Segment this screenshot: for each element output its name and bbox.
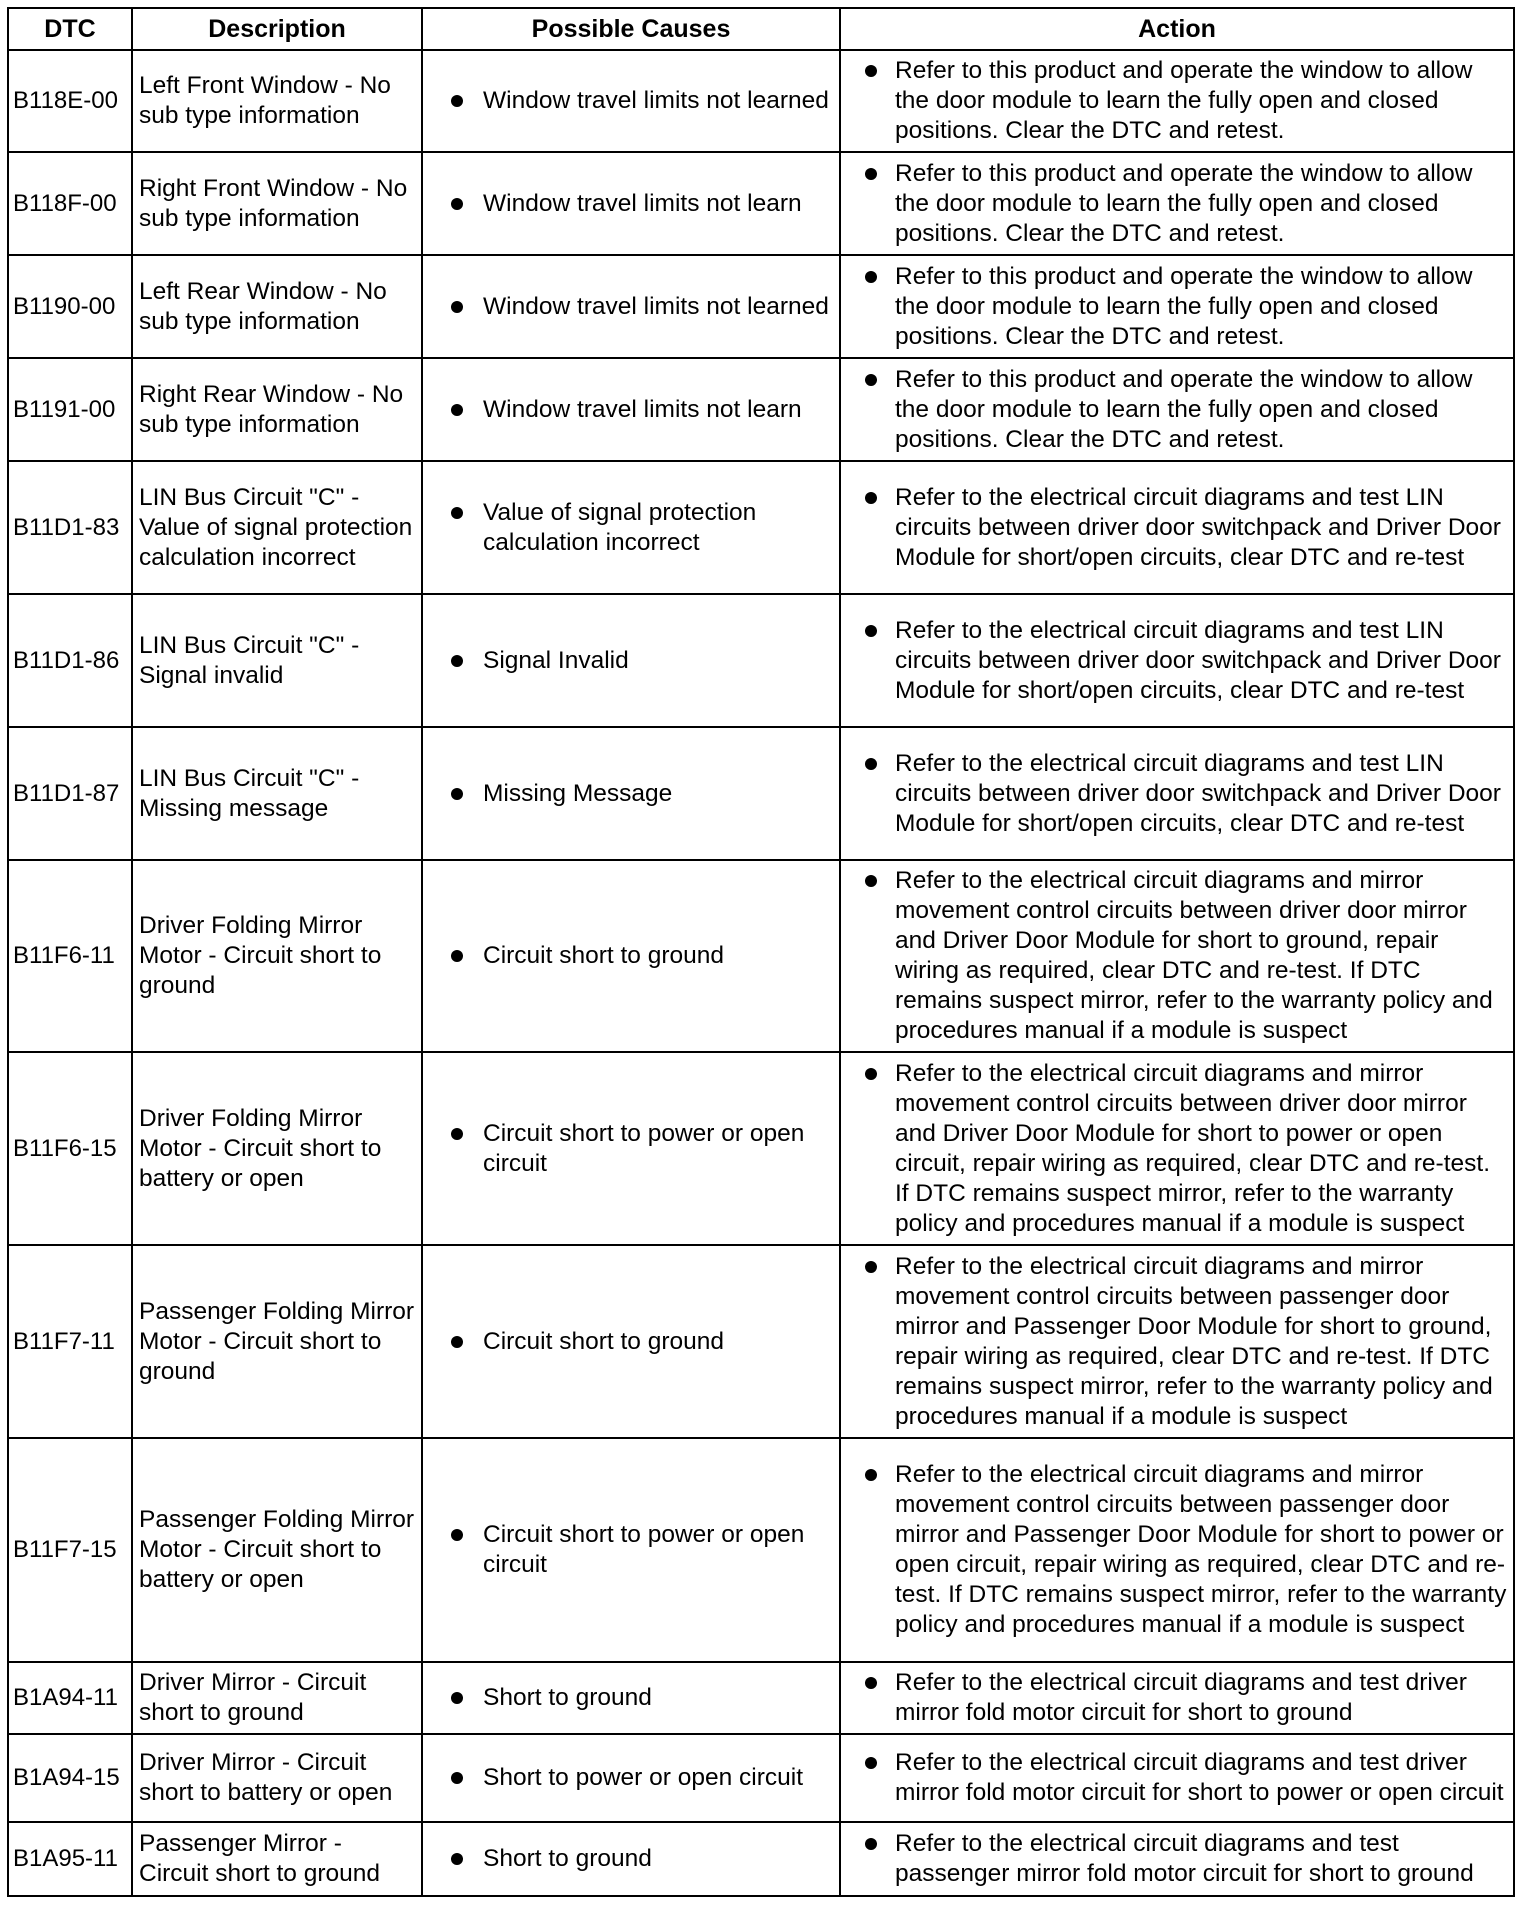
dtc-description: Driver Mirror - Circuit short to battery or open: [132, 1734, 422, 1822]
bullet-icon: [451, 1772, 463, 1784]
header-description: Description: [132, 8, 422, 50]
possible-cause: Window travel limits not learn: [483, 189, 802, 217]
table-row: [8, 594, 1514, 727]
bullet-icon: [451, 507, 463, 519]
table-row: [8, 255, 1514, 358]
possible-causes-cell: [422, 255, 840, 358]
possible-causes-cell: [422, 1052, 840, 1245]
action-text: Refer to this product and operate the window to allow the door module to learn the fully open and closed positions. Clear the DTC and retest.: [895, 365, 1473, 453]
dtc-code: B118E-00: [8, 50, 132, 152]
possible-causes-cell: [422, 50, 840, 152]
dtc-description: Passenger Folding Mirror Motor - Circuit short to ground: [132, 1245, 422, 1438]
possible-causes-cell: [422, 1662, 840, 1734]
possible-cause: Window travel limits not learned: [483, 87, 829, 114]
action-text: Refer to this product and operate the window to allow the door module to learn the fully open and closed positions. Clear the DTC and retest.: [895, 57, 1473, 144]
dtc-description: Left Front Window - No sub type information: [132, 50, 422, 152]
bullet-icon: [865, 1068, 877, 1080]
table-row: [8, 1245, 1514, 1438]
dtc-description: LIN Bus Circuit "C" - Missing message: [132, 727, 422, 860]
bullet-icon: [865, 1261, 877, 1273]
action-cell: [840, 255, 1514, 358]
possible-cause: Circuit short to ground: [483, 942, 725, 969]
dtc-code: B1A94-11: [8, 1662, 132, 1734]
table-row: [8, 1822, 1514, 1896]
bullet-icon: [451, 788, 463, 800]
action-cell: [840, 1052, 1514, 1245]
action-text: Refer to the electrical circuit diagrams and mirror movement control circuits between driver door mirror and Driver Door Module for short to power or open circuit, repair wiring as required, clear DTC and re-test. If DTC remains suspect mirror, refer to the warranty policy and procedures manual if a module is suspect: [895, 1059, 1491, 1237]
possible-causes-cell: [422, 860, 840, 1052]
table-body: [8, 50, 1514, 1896]
table-row: [8, 1662, 1514, 1734]
action-text: Refer to the electrical circuit diagrams and test LIN circuits between driver door switchpack and Driver Door Module for short/open circuits, clear DTC and re-test: [895, 616, 1501, 704]
table-row: [8, 1438, 1514, 1662]
bullet-icon: [451, 404, 463, 416]
header-possible-causes: Possible Causes: [422, 8, 840, 50]
action-cell: [840, 1245, 1514, 1438]
possible-cause: Short to ground: [483, 1684, 652, 1711]
possible-causes-cell: [422, 594, 840, 727]
bullet-icon: [865, 374, 877, 386]
dtc-code: B11F7-15: [8, 1438, 132, 1662]
dtc-description: Passenger Folding Mirror Motor - Circuit short to battery or open: [132, 1438, 422, 1662]
bullet-icon: [451, 198, 463, 210]
action-text: Refer to the electrical circuit diagrams and test LIN circuits between driver door switchpack and Driver Door Module for short/open circuits, clear DTC and re-test: [895, 483, 1501, 571]
action-cell: [840, 727, 1514, 860]
possible-cause: Circuit short to power or open circuit: [483, 1521, 805, 1578]
bullet-icon: [865, 65, 877, 77]
action-text: Refer to the electrical circuit diagrams and test driver mirror fold motor circuit for short to ground: [895, 1669, 1467, 1726]
table-row: [8, 860, 1514, 1052]
action-cell: [840, 1822, 1514, 1896]
bullet-icon: [865, 758, 877, 770]
bullet-icon: [451, 655, 463, 667]
action-cell: [840, 358, 1514, 461]
bullet-icon: [865, 1469, 877, 1481]
dtc-code: B1191-00: [8, 358, 132, 461]
bullet-icon: [865, 1677, 877, 1689]
action-cell: [840, 1438, 1514, 1662]
bullet-icon: [451, 1128, 463, 1140]
dtc-description: Right Rear Window - No sub type information: [132, 358, 422, 461]
bullet-icon: [865, 168, 877, 180]
table-row: [8, 50, 1514, 152]
bullet-icon: [865, 1838, 877, 1850]
action-text: Refer to the electrical circuit diagrams and test driver mirror fold motor circuit for short to power or open circuit: [895, 1749, 1504, 1806]
possible-cause: Circuit short to ground: [483, 1327, 725, 1355]
dtc-description: LIN Bus Circuit "C" - Value of signal protection calculation incorrect: [132, 461, 422, 594]
dtc-code: B11F7-11: [8, 1245, 132, 1438]
action-text: Refer to the electrical circuit diagrams and mirror movement control circuits between passenger door mirror and Passenger Door Module for short to ground, repair wiring as required, clear DTC and re-test. If DTC remains suspect mirror, refer to the warranty policy and procedures manual if a module is suspect: [895, 1252, 1493, 1430]
dtc-code: B1A94-15: [8, 1734, 132, 1822]
table-header-row: [8, 8, 1514, 50]
dtc-description: LIN Bus Circuit "C" - Signal invalid: [132, 594, 422, 727]
bullet-icon: [451, 301, 463, 313]
action-text: Refer to the electrical circuit diagrams and test passenger mirror fold motor circuit for short to ground: [895, 1830, 1474, 1887]
bullet-icon: [451, 95, 463, 107]
possible-cause: Window travel limits not learn: [483, 395, 802, 423]
dtc-description: Driver Mirror - Circuit short to ground: [132, 1662, 422, 1734]
possible-cause: Value of signal protection calculation incorrect: [483, 498, 757, 556]
action-text: Refer to this product and operate the window to allow the door module to learn the fully open and closed positions. Clear the DTC and retest.: [895, 262, 1473, 350]
bullet-icon: [451, 1336, 463, 1348]
possible-causes-cell: [422, 727, 840, 860]
dtc-code: B11D1-87: [8, 727, 132, 860]
dtc-description: Driver Folding Mirror Motor - Circuit short to ground: [132, 860, 422, 1052]
table-row: [8, 727, 1514, 860]
bullet-icon: [865, 271, 877, 283]
bullet-icon: [451, 1853, 463, 1865]
action-text: Refer to the electrical circuit diagrams and mirror movement control circuits between driver door mirror and Driver Door Module for short to ground, repair wiring as required, clear DTC and re-test. If DTC remains suspect mirror, refer to the warranty policy and procedures manual if a module is suspect: [895, 867, 1493, 1044]
action-text: Refer to the electrical circuit diagrams and mirror movement control circuits between passenger door mirror and Passenger Door Module for short to power or open circuit, repair wiring as required, clear DTC and re-test. If DTC remains suspect mirror, refer to the warranty policy and procedures manual if a module is suspect: [895, 1461, 1507, 1638]
action-cell: [840, 1662, 1514, 1734]
dtc-description: Left Rear Window - No sub type information: [132, 255, 422, 358]
table-row: [8, 461, 1514, 594]
possible-causes-cell: [422, 358, 840, 461]
possible-cause: Window travel limits not learned: [483, 292, 829, 320]
dtc-code: B11D1-83: [8, 461, 132, 594]
possible-causes-cell: [422, 1734, 840, 1822]
table-row: [8, 152, 1514, 255]
dtc-document: [7, 7, 1513, 1897]
action-cell: [840, 1734, 1514, 1822]
possible-cause: Short to ground: [483, 1845, 652, 1872]
possible-causes-cell: [422, 461, 840, 594]
possible-causes-cell: [422, 1822, 840, 1896]
possible-cause: Missing Message: [483, 779, 673, 807]
bullet-icon: [451, 1692, 463, 1704]
header-action: Action: [840, 8, 1514, 50]
dtc-table: [7, 7, 1515, 1897]
bullet-icon: [865, 1757, 877, 1769]
possible-cause: Short to power or open circuit: [483, 1764, 804, 1791]
dtc-code: B1A95-11: [8, 1822, 132, 1896]
possible-causes-cell: [422, 1438, 840, 1662]
dtc-code: B118F-00: [8, 152, 132, 255]
action-cell: [840, 50, 1514, 152]
action-text: Refer to the electrical circuit diagrams and test LIN circuits between driver door switchpack and Driver Door Module for short/open circuits, clear DTC and re-test: [895, 749, 1501, 837]
action-cell: [840, 152, 1514, 255]
table-row: [8, 358, 1514, 461]
action-cell: [840, 594, 1514, 727]
table-row: [8, 1734, 1514, 1822]
action-cell: [840, 461, 1514, 594]
dtc-code: B11F6-15: [8, 1052, 132, 1245]
action-cell: [840, 860, 1514, 1052]
bullet-icon: [865, 625, 877, 637]
bullet-icon: [865, 875, 877, 887]
bullet-icon: [865, 492, 877, 504]
dtc-code: B11D1-86: [8, 594, 132, 727]
dtc-code: B11F6-11: [8, 860, 132, 1052]
dtc-description: Right Front Window - No sub type information: [132, 152, 422, 255]
possible-causes-cell: [422, 152, 840, 255]
possible-cause: Circuit short to power or open circuit: [483, 1119, 805, 1177]
table-row: [8, 1052, 1514, 1245]
dtc-description: Passenger Mirror - Circuit short to ground: [132, 1822, 422, 1896]
possible-causes-cell: [422, 1245, 840, 1438]
dtc-code: B1190-00: [8, 255, 132, 358]
action-text: Refer to this product and operate the window to allow the door module to learn the fully open and closed positions. Clear the DTC and retest.: [895, 159, 1473, 247]
bullet-icon: [451, 1529, 463, 1541]
dtc-description: Driver Folding Mirror Motor - Circuit short to battery or open: [132, 1052, 422, 1245]
possible-cause: Signal Invalid: [483, 646, 629, 674]
bullet-icon: [451, 950, 463, 962]
header-dtc: DTC: [8, 8, 132, 50]
